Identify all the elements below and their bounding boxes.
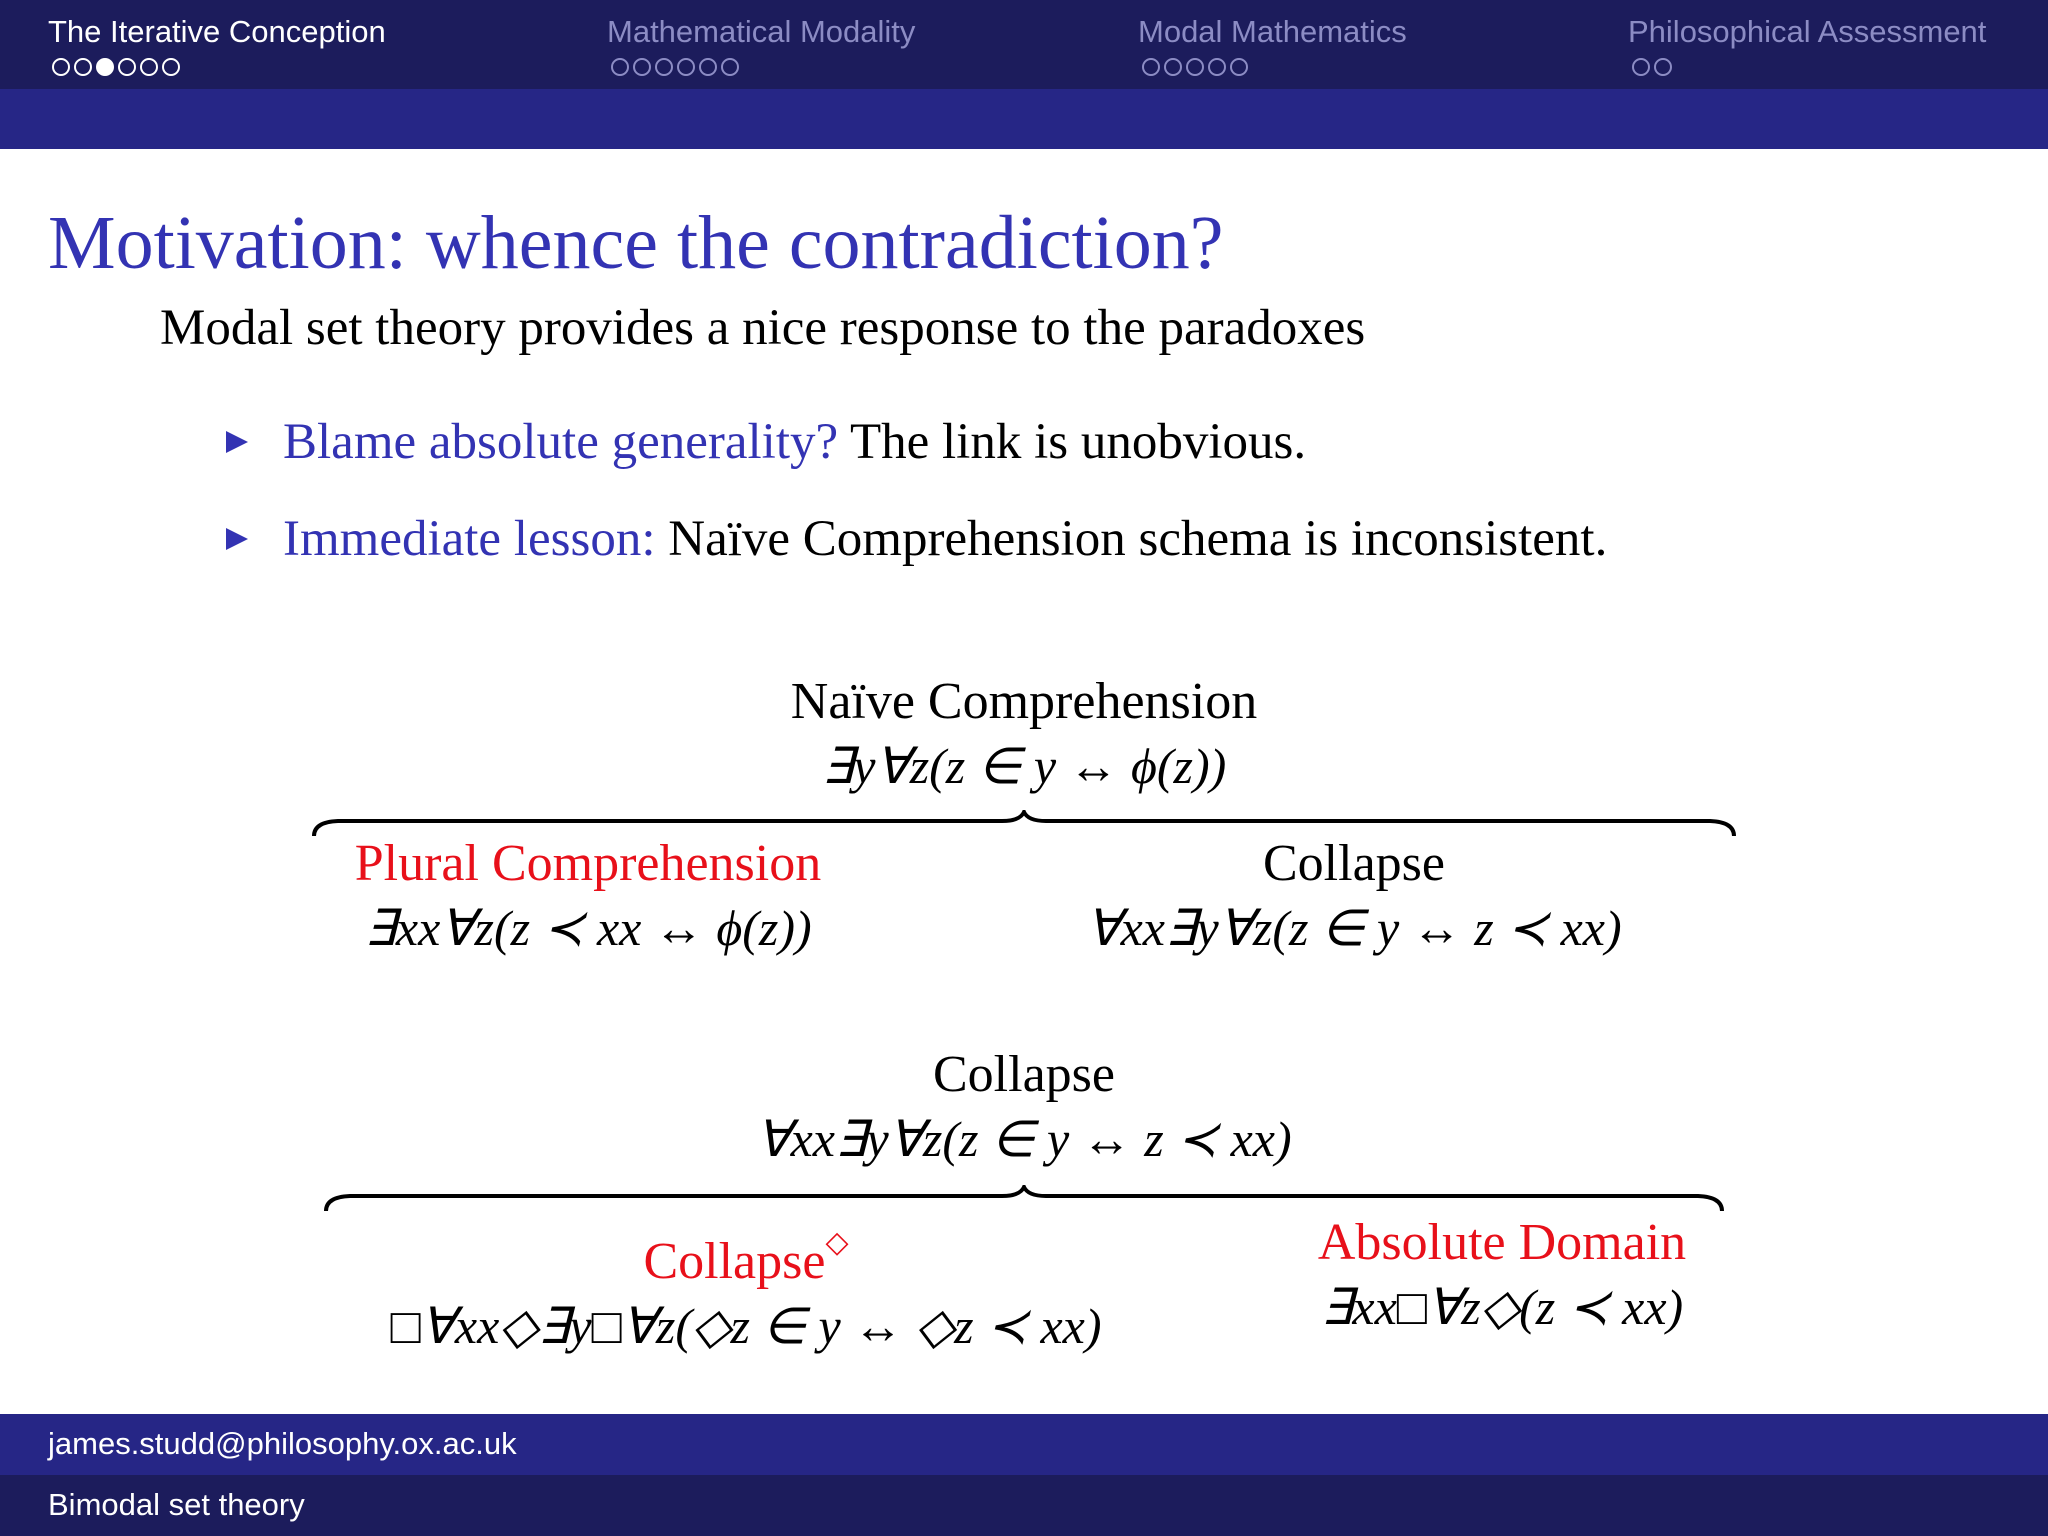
nav-slide-dots	[1142, 58, 1407, 76]
collapse-diamond-label: Collapse	[643, 1233, 826, 1290]
bullet-rest: The link is unobvious.	[838, 414, 1307, 470]
nav-slide-dot[interactable]	[1164, 58, 1182, 76]
nav-section-title[interactable]: Philosophical Assessment	[1628, 14, 1987, 49]
derivation-formula: ∀xx∃y∀z(z ∈ y ↔ z ≺ xx)	[1086, 900, 1622, 956]
footer-title-bar	[0, 1475, 2048, 1536]
nav-slide-dot[interactable]	[655, 58, 673, 76]
nav-section-philosophical-assessment[interactable]	[1628, 12, 1986, 76]
derivation-label: Collapse	[1263, 835, 1445, 892]
bullet-lead: Blame absolute generality?	[283, 414, 839, 470]
nav-slide-dot[interactable]	[1230, 58, 1248, 76]
footer-author-bar	[0, 1414, 2048, 1475]
derivation2-right	[1202, 1211, 1802, 1339]
derivation-formula: ∃xx□∀z◇(z ≺ xx)	[1320, 1279, 1684, 1335]
footer-talk-title: Bimodal set theory	[48, 1487, 305, 1522]
derivation2-top	[724, 1043, 1324, 1171]
triangle-bullet-icon	[226, 431, 248, 453]
diamond-superscript: ◇	[825, 1226, 849, 1259]
nav-slide-dot[interactable]	[1186, 58, 1204, 76]
nav-section-iterative-conception[interactable]	[48, 12, 386, 76]
nav-section-modal-mathematics[interactable]	[1138, 12, 1407, 76]
nav-slide-dot[interactable]	[118, 58, 136, 76]
derivation-label: Collapse	[933, 1046, 1115, 1103]
derivation-formula: ∃y∀z(z ∈ y ↔ ϕ(z))	[821, 738, 1227, 794]
nav-section-title[interactable]: Modal Mathematics	[1138, 14, 1407, 49]
nav-slide-dot[interactable]	[633, 58, 651, 76]
nav-slide-dot[interactable]	[1654, 58, 1672, 76]
derivation1-top	[724, 670, 1324, 798]
nav-slide-dot[interactable]	[677, 58, 695, 76]
nav-slide-dot[interactable]	[162, 58, 180, 76]
nav-section-mathematical-modality[interactable]	[607, 12, 915, 76]
bullet-lead: Immediate lesson:	[283, 511, 656, 567]
header-subsection-strip	[0, 89, 2048, 149]
bullet-text	[283, 507, 1607, 571]
nav-slide-dot[interactable]	[1142, 58, 1160, 76]
nav-slide-dot[interactable]	[140, 58, 158, 76]
triangle-bullet-icon	[226, 528, 248, 550]
derivation-label: Plural Comprehension	[354, 835, 822, 892]
derivation-formula: □∀xx◇∃y□∀z(◇z ∈ y ↔ ◇z ≺ xx)	[390, 1298, 1102, 1354]
slide-title: Motivation: whence the contradiction?	[48, 201, 1224, 285]
intro-sentence: Modal set theory provides a nice response to the paradoxes	[160, 300, 1366, 356]
nav-slide-dots	[611, 58, 915, 76]
nav-slide-dots	[1632, 58, 1986, 76]
nav-section-title[interactable]: Mathematical Modality	[607, 14, 916, 49]
derivation-label: Naïve Comprehension	[790, 673, 1258, 730]
derivation-formula: ∀xx∃y∀z(z ∈ y ↔ z ≺ xx)	[756, 1111, 1292, 1167]
nav-slide-dot[interactable]	[74, 58, 92, 76]
nav-slide-dot[interactable]	[721, 58, 739, 76]
nav-slide-dot[interactable]	[699, 58, 717, 76]
nav-slide-dots	[52, 58, 386, 76]
bullet-rest: Naïve Comprehension schema is inconsistent.	[655, 511, 1608, 567]
derivation-label: Absolute Domain	[1317, 1214, 1687, 1271]
nav-slide-dot[interactable]	[1208, 58, 1226, 76]
nav-slide-dot[interactable]	[611, 58, 629, 76]
footer-email: james.studd@philosophy.ox.ac.uk	[48, 1426, 517, 1461]
nav-slide-dot[interactable]	[52, 58, 70, 76]
derivation2-left	[346, 1211, 1146, 1358]
nav-slide-dot-current[interactable]	[96, 58, 114, 76]
header-nav-bar	[0, 0, 2048, 89]
bullet-text	[283, 410, 1306, 474]
nav-section-title[interactable]: The Iterative Conception	[48, 14, 386, 49]
derivation-formula: ∃xx∀z(z ≺ xx ↔ ϕ(z))	[364, 900, 812, 956]
derivation1-right	[1054, 832, 1654, 960]
derivation-label	[346, 1211, 1146, 1294]
derivation1-left	[288, 832, 888, 960]
nav-slide-dot[interactable]	[1632, 58, 1650, 76]
